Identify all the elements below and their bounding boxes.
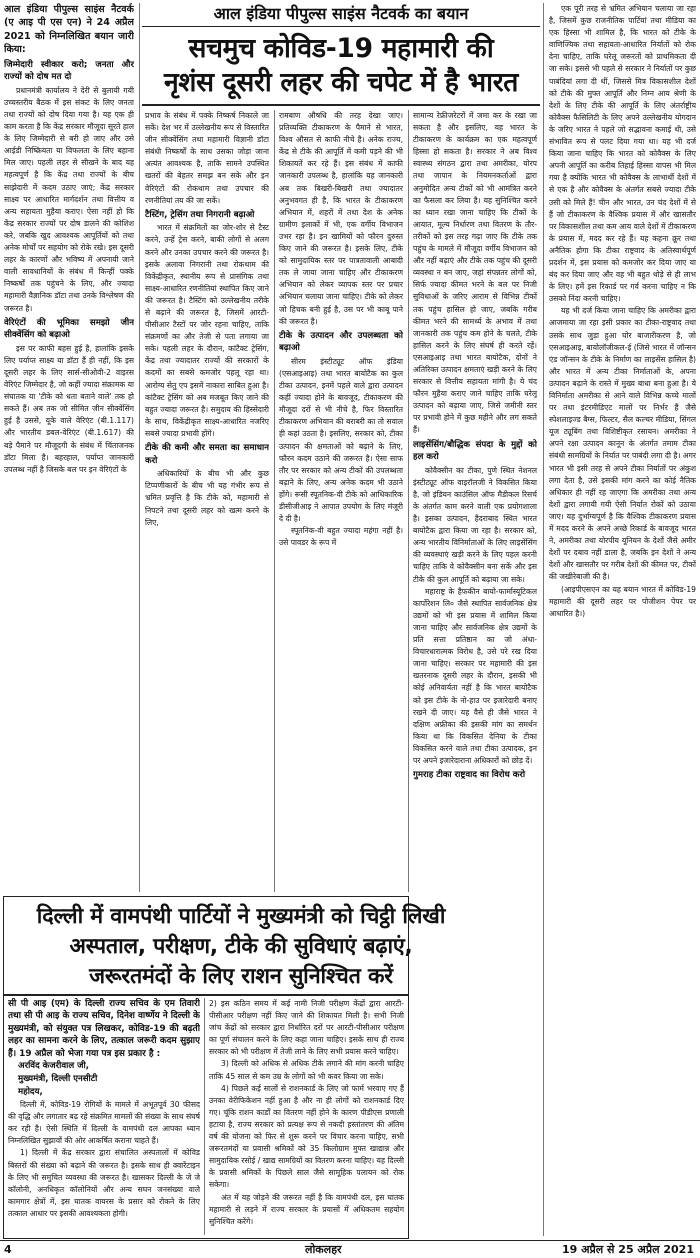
story-kicker: आल इंडिया पीपुल्स साइंस नैटवर्क का बयान [142,2,540,27]
paragraph: प्रभाव के संबंध में पक्के निष्कर्ष निकाले जा सकें। देश भर में उल्लेखनीय रूप से विस्तारित जीन सीक्वेंसिंग तथा महामारी विज्ञानी डॉटा संबंधी निष्कर्षों के साथ उसका जोड़ा जाना अत्यंत आवश्यक है, ताकि सामने उपस्थित खतरों की बेहतर समझ बन सके और इन वेरिएंटों की रोकथाम तथा उपचार की रणनीतियां तय की जा सकें। [145,111,269,205]
paragraph: सामान्य रेफ्रीजरेटरों में जमा कर के रखा जा सकता है और इसलिए, यह भारत के टीकाकरण के कार्यक्रम का एक महत्वपूर्ण हिस्सा हो सकता है। सरकार ने अब विश्व स्वास्थ्य संगठन द्वारा तथा अमरीका, योरप तथा जापान के नियमनकर्ताओं द्वारा अनुमोदित अन्य टीकों को भी आमंत्रित करने का फैसला कर लिया है। यह सुनिश्चित करने का ध्यान रखा जाना चाहिए कि टीकों के आयात, मूल्य निर्धारण तथा वितरण के तौर-तरीकों को इस तरह गढ़ा जाए कि टीके तक पहुंच के मामले में मौजूदा वर्गीय विभाजन को और नहीं बढ़ाएं और टीके तक पहुंच की दूसरी व्यवस्था न बन जाए, जहां संपन्नतर लोगों को, सिर्फ ज्यादा कीमत भरने के बल पर निजी सुविधाओं के जरिए आराम से विभिन्न टीकों तक पहुंच हासिल हो जाए, जबकि गरीब कीमत भरने की सामर्थ्य के अभाव में तथा जानकारी तक पहुंच कम होने के चलते, टीके हासिल करने के लिए संघर्ष ही करते रहें। एसआइआइ तथा भारत बायोटैक, दोनों ने अतिरिक्त उत्पादन क्षमताएं खड़ी करने के लिए सरकार से वित्तीय सहायता मांगी है। ये चंद फौरन मुहैया कराए जाने चाहिए ताकि घरेलू उत्पादन को बढ़ाया जाए, जिसे जमीनी स्तर पर प्रभावी होने में कुछ महीने और लग सकते हैं। [413,111,537,435]
paragraph: (आइपीएसएन का यह बयान भारत में कोविड-19 महामारी की दूसरी लहर पर पोजीशन पेपर पर आधारित है।) [549,584,696,618]
letter-greeting: महोदय, [18,1087,43,1098]
bottom-headline-line-2: अस्पताल, परीक्षण, टीके की सुविधाएं बढ़ाएं, [69,934,413,959]
bottom-headline-rule [3,994,408,996]
headline-line-2: नृशंस दूसरी लहर की चपेट में है भारत [163,67,519,98]
letter-intro: सी पी आइ (एम) के दिल्ली राज्य सचिव के एम तिवारी तथा सी पी आइ के राज्य सचिव, दिनेश वार्ष्णेय ने दिल्ली के मुख्यमंत्री, को संयुक्त पत्र लिखकर, कोविड-19 की बढ़ती लहर का सामना करने के लिए, तत्काल जरूरी कदम सुझाए हैं। 19 अप्रैल को भेजा गया पत्र इस प्रकार है : [8,999,200,1059]
column-divider [543,3,544,1236]
paragraph: स्पूतनिक-वी बहुत ज्यादा महंगा नहीं है। उसे पावडर के रूप में [279,526,403,548]
paragraph: महाराष्ट्र के हैफकीन बायो-फार्मास्यूटिकल कार्पोरेशन लि० जैसे स्थापित सार्वजनिक क्षेत्र उद्यमों को भी इस प्रयास में शामिल किया जाना चाहिए और सार्वजनिक क्षेत्र उद्यमों के प्रति सत्ता प्रतिष्ठान का जो अंधा-विचारधारात्मक विरोध है, उसे परे रख दिया जाना चाहिए। सरकार पर महामारी की इस खतरनाक दूसरी लहर के दौरान, इसकी भी कोई अनिवार्यता नहीं है कि भारत बायोटैक को इस टीके के नो-हाउ पर इजारेदारी बनाए रखने दी जाए। यह वैसे ही जैसे भारत ने दक्षिण अफ्रीका की इसकी मांग का समर्थन किया था कि विकसित देनिया के टीका विकसित करने वाले तथा टीका उत्पादक, इन पर अपने इजारेदाराना अधिकारों को छोड़ दें। [413,586,537,765]
subheading: जिम्मेदारी स्वीकार करो; जनता और राज्यों को दोष मत दो [4,59,134,83]
page-footer [0,1240,700,1258]
page-number: 4 [4,1243,12,1256]
subheading: टीके की कमी और समता का समाधान करो [145,443,269,466]
paragraph: एक पूरी तरह से भ्रमित अभियान चलाया जा रहा है, जिसमें कुछ राजनीतिक पार्टियां तथा मीडिया का एक हिस्सा भी शामिल है, कि भारत को टीके के वाणिज्यिक तथा सहायता-आधारित निर्यातों को रोक देना चाहिए, ताकि घरेलू जरूरतों को प्राथमिकता दी जा सके। इससे भी पहले से सरकार ने निर्यातों पर कुछ पाबंदियां लगा दी थीं, जिससे मित्र विकासशील देशों को टीके की मुफ्त आपूर्ति और निम्न आय श्रेणी के देशों के लिए टीके की आपूर्ति के लिए अंतर्राष्ट्रीय कोवैक्स फैसिलिटी के लिए अपने उल्लेखनीय योगदान के जरिए भारत ने पहले जो सद्भावना कमाई थी, उसे संभावित रूप से पलट दिया गया था। यह भी दर्ज किया जाना चाहिए कि भारत को कोवैक्स के लिए अपनी आपूर्ति का करीब तिहाई हिस्सा वापस भी मिल गया है क्योंकि भारत भी कोवैक्स के लाभार्थी देशों में से एक है और कोवैक्स के अंतर्गत सबसे ज्यादा टीके उसी को मिले हैं! चीन और भारत, उन चंद देशों में से हैं जो टीकाकरण के वैश्विक प्रयास में और खासतौर पर विकासशील तथा कम आय वाले देशों में टीकाकरण के प्रयास में, मदद कर रहे हैं। यह कहना क्रूर तथा अनैतिक होगा कि टीका राष्ट्रवाद के अतिस्वार्थपूर्ण प्रदर्शन में, इस प्रयास को कमजोर कर दिया जाए या बंद कर दिया जाए और वह भी बहुत थोड़े से ही लाभ के लिए। हमें इस रिकार्ड पर गर्व करना चाहिए न कि उसको निंदा करनी चाहिए। [549,4,696,304]
subheading: टीके के उत्पादन और उपलब्धता को बढ़ाओ [279,330,403,354]
paragraph: रामबाण औषधि की तरह देखा जाए। प्रतिव्यक्ति टीकाकरण के पैमाने से भारत, विश्व औसत से काफी नीचे है। अनेक राज्य, केंद्र से टीके की आपूर्ति में कमी पड़ने की भी शिकायतें कर रहे हैं। इस संबंध में काफी जानकारी उपलब्ध है, हालांकि यह जानकारी अब तक बिखरी-बिखरी तथा ज्यादातर अनुभवगत ही है, कि भारत के टीकाकरण अभियान में, शहरों में तथा देश के अनेक ग्रामीण इलाकों में भी, एक वर्गीय विभाजन उभर रहा है। इन खामियों को फौरन दुरुस्त किए जाने की जरूरत है। इसके लिए, टीके को सामुदायिक स्तर पर पात्रतावाली आबादी तक ले जाया जाना चाहिए और टीकाकरण अभियान को लेकर व्यापक स्तर पर प्रचार अभियान चलाया जाना चाहिए। टीके को लेकर जो हिचक बनी हुई है, उस पर भी काबू पाने की जरूरत है। [279,111,403,326]
bottom-column-1 [8,998,200,1235]
paragraph: अधिकारियों के बीच भी और कुछ टिप्पणीकारों के बीच भी यह गंभीर रूप से भ्रमित प्रवृत्ति है कि टीके को, महामारी से निपटने तथा दूसरी लहर को खत्म करने के लिए, [145,469,269,527]
subheading: लाइसेंसिंग/बौद्धिक संपदा के मुद्दों को हल करो [413,439,537,463]
paragraph: भारत में संक्रमितों का जोर-शोर से टैस्ट करने, उन्हें ट्रेस करने, बाकी लोगों से अलग करने और उनका उपचार करने की जरूरत है। इसके अलावा निगरानी तथा रोकथाम की विकेंद्रीकृत, स्थानीय रूप से प्रासंगिक तथा साक्ष्य-आधारित रणनीतियां स्थापित किए जाने की जरूरत है। टैस्टिंग को उल्लेखनीय तरीके से बढ़ाने की जरूरत है, जिसमें आरटी-पीसीआर टैस्टों पर जोर रहना चाहिए, ताकि संक्रमणों का और तेजी से पता लगाया जा सके। पहली लहर के दौरान, कांटैक्ट ट्रेसिंग, केंद्र तथा ज्यादातर राज्यों की सरकारों के कदमों का सबसे कमजोर पहलू रहा था। आरोग्य सेतु एप इसमें नाकारा साबित हुआ है। कांटैक्ट ट्रेसिंग को अब मजबूत किए जाने की बहुत ज्यादा जरूरत है। समुदाय की हिस्सेदारी के साथ, विकेंद्रीकृत साक्ष्य-आधारित नजरिए सबसे ज्यादा प्रभावी होंगे। [145,223,269,438]
paragraph: 1) दिल्ली में केंद्र सरकार द्वारा संचालित अस्पतालों में कोविड बिस्तरों की संख्या को बढ़ाने की जरूरत है। इसके साथ ही क्वारेंटाइन के लिए भी समुचित व्यवस्था की जरूरत है। खासकर दिल्ली के जे जे कॉलोनी, अनधिकृत कॉलोनियों और अन्य सघन जनसंख्या वाले कामगार क्षेत्रों में, इस घातक वायरस के प्रसार को रोकने के लिए तत्काल आधार पर इसकी आवश्यकता होगी। [8,1148,200,1218]
column-4 [413,110,537,1236]
paragraph: 4) पिछले कई सालों से राशनकार्ड के लिए जो फार्म भरवाए गए हैं उनका वेरीफिकेशन नहीं हुआ है और ना ही लोगों को राशनकार्ड दिए गए। चूंकि राशन कार्डों का वितरण नहीं होने के कारण पीडीएस प्रणाली हटाया है, राज्य सरकार को प्रत्यक्ष रूप से नकदी हस्तांतरण की अंतिम वर्ष की योजना को फिर से शुरू करने पर विचार करना चाहिए, सभी जरूरतमंदों या प्रवासी श्रमिकों को 35 किलोग्राम मुफ्त खाद्यान्न और सामुदायिक रसोई / खाद्य सामग्रियों का वितरण करना चाहिए। यह दिल्ली के प्रवासी श्रमिकों के पिछले साल जैसे सामूहिक पलायन को रोक सकेगा। [209,1083,404,1190]
column-divider [204,998,205,1235]
paragraph: यह भी दर्ज किया जाना चाहिए कि अमरीका द्वारा आजमाया जा रहा इसी प्रकार का टीका-राष्ट्रवाद तथा उसके साथ जुड़ा हुआ घोर बाजारीकरण है, जो एसआइआइ, बायोलॉजीकल-ई (जिसे भारत में जॉन्सन एंड जॉन्सन के टीके के निर्माण का लाइसेंस हासिल है) और भारत में अन्य टीका निर्माताओं के, अपना उत्पादन बढ़ाने के रास्ते में मुख्य बाधा बना हुआ है। ये विनिर्माता अमरीका से आने वाले विभिन्न कच्चे मालों पर तथा इंटरमीडिएट मालों पर निर्भर हैं जैसे स्पेशलाइज्ड बैग्स, फिल्टर, सैल कल्चर मीडिया, सिंगल यूज ट्यूबिंग तथा विशिष्टीकृत रसायन। अमरीका ने अपने रक्षा उत्पादन कानून के अंतर्गत तमाम टीका संबंधी सामग्रियों के निर्यात पर पाबंदी लगा दी है। अगर भारत भी इसी तरह से अपने टीका निर्यातों पर अंकुश लगा देता है, उसे इसकी मांग करने का कोई नैतिक अधिकार ही नहीं रह जाएगा कि अमरीका तथा अन्य देशों द्वारा लगायी गयी ऐसी निर्यात रोकों को उठाया जाए। यह दुर्भाग्यपूर्ण है कि वैश्विक टीकाकरण प्रयास में मदद करने के अपने अच्छे रिकार्ड के बावजूद भारत ने, अमरीका तथा योरपीय यूनियन के देशों जैसे अमीर देशों पर दबाव नहीं डाला है, जबकि इन देशों ने अन्य देशों और खासतौर पर गरीब देशों की कीमत पर, टीकों की जखीरेबाजी की है। [549,306,696,582]
letter-addressee: मुख्यमंत्री, दिल्ली एनसीटी [18,1074,98,1085]
paragraph: सीरम इंस्टीट्यूट ऑफ इंडिया (एसआइआइ) तथा भारत बायोटैक का कुल टीका उत्पादन, इनमें पहले वाले द्वारा उत्पादन कहीं ज्यादा होने के बावजूद, टीकाकरण की मौजूदा दरों से भी नीचे है, फिर विस्तारित टीकाकरण अभियान की बराबरी का तो सवाल ही कहां उठता है। इसलिए, सरकार को, टीका उत्पादन की क्षमताओं को बढ़ाने के लिए, फौरन कदम उठाने की जरूरत है। ऐसा साफ तौर पर सरकार को अन्य टीकों की उपलब्धता बढ़ाने के लिए, अन्य अनेक कदम भी उठाने होंगे। रूसी स्पूतनिक-वी टीके को आधिकारिक डीसीजीआइ ने आपात उपयोग के लिए मंजूरी दे दी है। [279,356,403,524]
paragraph: 2) इस कठिन समय में कई नामी निजी परीक्षण केंद्रों द्वारा आरटी-पीसीआर परीक्षण नहीं किए जाने की शिकायत मिली है। सभी निजी जांच केंद्रों को सरकार द्वारा निर्धारित दरों पर आरटी-पीसीआर परीक्षण का पूर्ण संचालन करने के लिए कहा जाना चाहिए। इसके साथ ही राज्य सरकार को भी परीक्षण में तेजी लाने के लिए सभी प्रयास करने चाहिए। [209,999,404,1057]
headline-line-1: सचमुच कोविड-19 महामारी की [188,33,494,64]
column-divider [408,110,409,892]
paragraph: अंत में यह जोड़ने की जरूरत नहीं है कि वामपंथी दल, इस घातक महामारी से लड़ने में राज्य सरकार के प्रयासों में अधिकतम सहयोग सुनिश्चित करेंगे। [209,1192,404,1226]
paragraph: इस पर काफी बहस हुई है, हालांकि इसके लिए पर्याप्त साक्ष्य या डॉटा हैं ही नहीं, कि इस दूसरी लहर के लिए सार्स-सीओवी-2 वाइरस वेरिएंट जिम्मेदार है, जो कहीं ज्यादा संक्रामक या संघातक या 'टीके को धता बताने वाले' तक हो सकते हैं। अब तक जो सीमित जीन सीक्वेंसिंग हुई है उससे, यूके वाले वेरिएंट (बी.1.117) और भारतीय डबल-वेरिएंट (बी.1.617) की बड़े पैमाने पर मौजूदगी के संबंध में चिंताजनक डॉटा मिला है। बहरहाल, पर्याप्त जानकारी उपलब्ध नहीं है जिसके बल पर इन वेरिएंटों के [4,343,134,474]
bottom-story-headline [6,902,476,992]
paragraph: प्रधानमंत्री कार्यालय ने देरी से बुलायी गयी उच्चस्तरीय बैठक में इस संकट के लिए जनता तथा राज्यों को दोष दिया गया है। यह एक ही काम करता है कि केंद्र सरकार मौजूदा सूरते हाल के लिए जिम्मेदारी से बरी हो जाए और उसे आईडी निष्क्रियता या विफलता के लिए बहाना मिल जाए। पहली लहर से सीखने के बाद यह महत्वपूर्ण है कि केंद्र तथा राज्यों के बीच साझेदारी में कदम उठाए जाएं; केंद्र सरकार साक्ष्य पर आधारित मार्गदर्शन तथा वित्तीय व अन्य सहायता मुहैया कराए। ऐसा नहीं हो कि केंद्र सरकार राज्यों पर दोष डालने की कोशिश करे, जबकि खुद आवश्यक आपूर्तियों को तथा अनेक मोर्चों पर सहयोग को रोके रखे। इस दूसरी लहर के कारणों और भविष्य में अपनायी जाने वाली सावधानियों के संबंध में किन्हीं पक्के निष्कर्षों तक पहुंचने के लिए, और ज्यादा महामारी वैज्ञानिक डॉटा तथा उनके विश्लेषण की जरूरत है। [4,85,134,313]
column-2 [145,110,269,892]
column-3 [279,110,403,892]
column-5 [549,3,696,1236]
bottom-headline-line-1: दिल्ली में वामपंथी पार्टियों ने मुख्यमंत्री को चिट्ठी लिखी [36,904,446,929]
paragraph: कोवैक्सीन का टीका, पुणे स्थित नेशनल इंस्टीट्यूट ऑफ वाइरॉलजी ने विकसित किया है, जो इंडियन काउंसिल ऑफ मैडीकल रिसर्च के अंतर्गत काम करने वाली एक प्रयोगशाला है। इसका उत्पादन, हैदराबाद स्थित भारत बायोटैक द्वारा किया जा रहा है। सरकार को, अन्य भारतीय विनिर्माताओं के लिए लाइसेंसिंग की व्यवस्थाएं खड़ी करने के लिए पहल करनी चाहिए ताकि वे कोवैक्सीन बना सकें और इस टीके की कुल आपूर्ति को बढ़ाया जा सके। [413,465,537,584]
subheading: वेरिएंटों की भूमिका समझो जीन सीक्वेंसिंग को बढ़ाओ [4,317,134,341]
paragraph: दिल्ली में, कोविड-19 रोगियों के मामले में अभूतपूर्व 30 फीसद की वृद्धि और लगातार बढ़ रहे संक्रमित मामलों की संख्या के साथ संघर्ष कर रही है। ऐसी स्थिति में दिल्ली के वामपंथी दल आपका ध्यान निम्नलिखित सुझावों की ओर आकर्षित कराना चाहते हैं। [8,1100,200,1146]
paragraph: 3) दिल्ली को अधिक से अधिक टीके लगाने की मांग करनी चाहिए ताकि 45 साल से कम उम्र के लोगों को भी कवर किया जा सके। [209,1059,404,1081]
letter-salutation: अरविंद केजरीवाल जी, [18,1061,90,1072]
bottom-headline-line-3: जरूरतमंदों के लिए राशन सुनिश्चित करें [89,964,393,989]
publication-name: लोकलहर [305,1243,342,1256]
column-1 [4,3,134,892]
statement-intro: आल इंडिया पीपुल्स साइंस नैटवर्क (ए आइ पी एस एन) ने 24 अप्रैल 2021 को निम्नलिखित बयान जारी किया: [4,4,134,56]
headline-rule [142,104,540,106]
issue-date-range: 19 अप्रैल से 25 अप्रैल 2021 [561,1243,694,1256]
story-headline [142,32,540,100]
subheading: गुमराह टीका राष्ट्रवाद का विरोध करो [413,770,526,781]
column-divider [139,3,140,892]
subheading: टैस्टिंग, ट्रेसिंग तथा निगरानी बढ़ाओ [145,209,255,220]
column-divider [274,110,275,892]
bottom-column-2 [209,998,404,1235]
